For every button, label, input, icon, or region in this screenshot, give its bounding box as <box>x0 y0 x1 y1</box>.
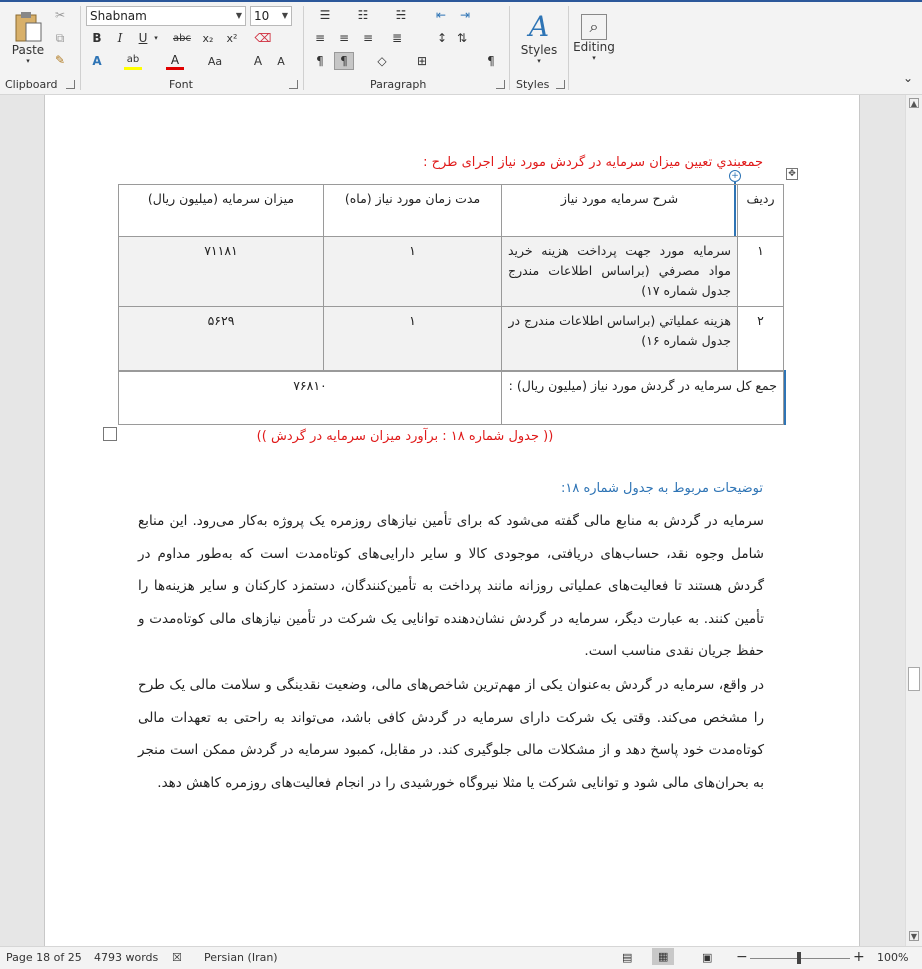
line-spacing-icon[interactable]: ↕ <box>436 31 448 45</box>
body-paragraph-2: در واقع، سرمایه در گردش به‌عنوان یکی از مهم‌ترین شاخص‌های مالی، وضعیت نقدینگی و سلامت مالی یک طرح را مشخص می‌کند. وقتی یک شرکت دارای سرمایه در گردش کافی باشد، می‌تواند به راحتی به تعهدات مالی کوتاه‌مدت خود پاسخ دهد و از مشکلات مالی جلوگیری کند. در مقابل، کمبود سرمایه در گردش ممکن است منجر به بحران‌های مالی شود و توانایی شرکت یا مثلا نیروگاه خورشیدی را در انجام فعالیت‌های روزمره کاهش دهد. <box>138 677 764 791</box>
document-page[interactable] <box>44 95 860 946</box>
chevron-down-icon: ▾ <box>537 57 541 65</box>
bold-button[interactable]: B <box>92 31 102 45</box>
collapse-ribbon-icon[interactable]: ⌄ <box>902 71 914 85</box>
read-mode-icon[interactable]: ▤ <box>622 951 633 964</box>
font-size-value: 10 <box>254 9 270 23</box>
proofing-icon[interactable]: ☒ <box>172 951 182 964</box>
capital-table <box>118 184 784 425</box>
change-case-button[interactable]: Aa <box>207 54 223 68</box>
underline-button[interactable]: U <box>138 31 148 45</box>
font-family-combo[interactable] <box>86 6 246 26</box>
find-icon: ⌕ <box>581 14 607 40</box>
shading-icon[interactable]: ◇ <box>377 54 387 68</box>
separator <box>509 6 510 90</box>
bullets-icon[interactable]: ☰ <box>319 8 331 22</box>
zoom-level[interactable]: 100% <box>877 951 909 964</box>
separator <box>568 6 569 90</box>
paste-label: Paste <box>11 43 45 57</box>
text-effects-icon[interactable]: A <box>92 54 102 68</box>
increase-indent-icon[interactable]: ⇥ <box>459 8 471 22</box>
row-duration: ۱ <box>324 237 502 307</box>
paste-icon <box>13 11 43 43</box>
font-launcher-icon[interactable] <box>289 80 298 89</box>
numbering-icon[interactable]: ☷ <box>357 8 369 22</box>
styles-launcher-icon[interactable] <box>556 80 565 89</box>
borders-icon[interactable]: ⊞ <box>416 54 428 68</box>
total-label: جمع کل سرمايه در گردش مورد نياز (ميليون ريال) : <box>502 371 784 425</box>
rtl-direction-icon[interactable]: ¶ <box>334 52 354 70</box>
header-row-number: ردیف <box>738 185 784 237</box>
word-count[interactable]: 4793 words <box>94 951 159 964</box>
scroll-down-icon[interactable]: ▼ <box>910 932 918 941</box>
notes-heading: توضیحات مربوط به جدول شماره ۱۸: <box>560 481 763 496</box>
shrink-font-button[interactable]: A <box>277 54 285 68</box>
subscript-button[interactable]: x₂ <box>202 31 214 45</box>
row-description: سرمايه مورد جهت پرداخت هزينه خريد مواد مصرفي (براساس اطلاعات مندرج جدول شماره ۱۷) <box>502 237 738 307</box>
format-painter-button[interactable]: ✎ <box>54 53 66 67</box>
scroll-up-icon[interactable]: ▲ <box>910 99 918 108</box>
row-amount: ۷۱۱۸۱ <box>119 237 324 307</box>
insert-column-marker-icon[interactable]: + <box>729 170 741 182</box>
table-row <box>119 237 784 307</box>
align-right-icon[interactable]: ≡ <box>362 31 374 45</box>
table-move-handle-icon[interactable]: ✥ <box>786 168 798 180</box>
header-description: شرح سرمايه مورد نياز <box>502 185 738 237</box>
table-resize-handle-icon[interactable] <box>103 427 117 441</box>
print-layout-icon[interactable]: ▦ <box>652 948 674 965</box>
row-description: هزينه عملياتي (براساس اطلاعات مندرج در جدول شماره ۱۶) <box>502 307 738 371</box>
copy-button[interactable]: ⧉ <box>55 30 65 45</box>
table-row <box>119 307 784 371</box>
row-number: ۱ <box>738 237 784 307</box>
sort-icon[interactable]: ⇅ <box>456 31 468 45</box>
italic-button[interactable]: I <box>117 31 123 45</box>
font-group-label: Font <box>169 78 193 91</box>
cut-button[interactable]: ✂ <box>54 8 66 22</box>
zoom-out-icon[interactable]: − <box>736 949 748 965</box>
paste-dropdown-icon[interactable]: ▾ <box>26 57 30 65</box>
multilevel-list-icon[interactable]: ☵ <box>395 8 407 22</box>
zoom-in-icon[interactable]: + <box>853 949 865 965</box>
document-area <box>0 95 905 946</box>
vertical-scrollbar[interactable] <box>905 95 922 946</box>
styles-group-label: Styles <box>516 78 550 91</box>
table-caption: (( جدول شماره ۱۸ : برآورد ميزان سرمايه در گردش )) <box>256 429 554 444</box>
ribbon-accent-line <box>0 0 922 2</box>
editing-button[interactable] <box>573 6 615 70</box>
page-indicator[interactable]: Page 18 of 25 <box>6 951 82 964</box>
font-size-combo[interactable] <box>250 6 292 26</box>
decrease-indent-icon[interactable]: ⇤ <box>435 8 447 22</box>
font-family-value: Shabnam <box>90 9 147 23</box>
chevron-down-icon: ▾ <box>592 54 596 62</box>
language-indicator[interactable]: Persian (Iran) <box>204 951 278 964</box>
ribbon <box>0 0 922 95</box>
strikethrough-button[interactable]: abc <box>173 32 191 44</box>
table-total-row <box>119 371 784 425</box>
header-duration: مدت زمان مورد نياز (ماه) <box>324 185 502 237</box>
status-bar <box>0 946 922 969</box>
styles-label: Styles <box>520 43 558 57</box>
web-layout-icon[interactable]: ▣ <box>702 951 713 964</box>
paragraph-group-label: Paragraph <box>370 78 427 91</box>
clear-formatting-icon[interactable]: ⌫ <box>254 31 272 45</box>
show-marks-icon[interactable]: ¶ <box>487 54 495 68</box>
superscript-button[interactable]: x² <box>226 31 238 45</box>
clipboard-group-label: Clipboard <box>5 78 58 91</box>
separator <box>303 6 304 90</box>
chevron-down-icon: ▼ <box>235 11 242 20</box>
paragraph-launcher-icon[interactable] <box>496 80 505 89</box>
justify-icon[interactable]: ≣ <box>391 31 403 45</box>
ltr-direction-icon[interactable]: ¶ <box>316 54 324 68</box>
align-center-icon[interactable]: ≡ <box>338 31 350 45</box>
zoom-slider-thumb[interactable] <box>797 952 801 964</box>
align-left-icon[interactable]: ≡ <box>314 31 326 45</box>
clipboard-launcher-icon[interactable] <box>66 80 75 89</box>
chevron-down-icon: ▼ <box>281 11 288 20</box>
editing-label: Editing <box>573 40 615 54</box>
highlight-color-icon[interactable]: ab <box>124 52 142 70</box>
row-number: ۲ <box>738 307 784 371</box>
styles-icon: A <box>528 10 550 43</box>
row-duration: ۱ <box>324 307 502 371</box>
separator <box>80 6 81 90</box>
paste-button[interactable] <box>8 6 48 70</box>
total-value: ۷۶۸۱۰ <box>119 371 502 425</box>
summary-heading: جمعبندي تعيين ميزان سرمايه در گردش مورد نياز اجرای طرح : <box>423 155 763 170</box>
table-header-row <box>119 185 784 237</box>
body-paragraph-1: سرمایه در گردش به منابع مالی گفته می‌شود که برای تأمین نیازهای روزمره یک پروژه به‌کار می‌رود. این منابع شامل وجوه نقد، حساب‌های دریافتی، موجودی کالا و سایر دارایی‌های کوتاه‌مدت است که به‌طور مداوم در گردش هستند تا فعالیت‌های عملیاتی روزانه مانند پرداخت به تأمین‌کنندگان، دستمزد کارکنان و سایر هزینه‌ها را تأمین کنند. به عبارت دیگر، سرمایه در گردش نشان‌دهنده توانایی یک شرکت در تأمین نیازهای مالی کوتاه‌مدت و حفظ جریان نقدی مناسب است. <box>138 513 764 659</box>
table-right-border-selection <box>784 370 786 425</box>
header-amount: ميزان سرمايه (ميليون ريال) <box>119 185 324 237</box>
font-color-icon[interactable]: A <box>166 52 184 70</box>
grow-font-button[interactable]: A <box>253 54 263 68</box>
underline-dropdown-icon[interactable]: ▾ <box>154 34 158 42</box>
styles-button[interactable] <box>518 6 560 70</box>
row-amount: ۵۶۲۹ <box>119 307 324 371</box>
scroll-thumb[interactable] <box>908 667 920 691</box>
